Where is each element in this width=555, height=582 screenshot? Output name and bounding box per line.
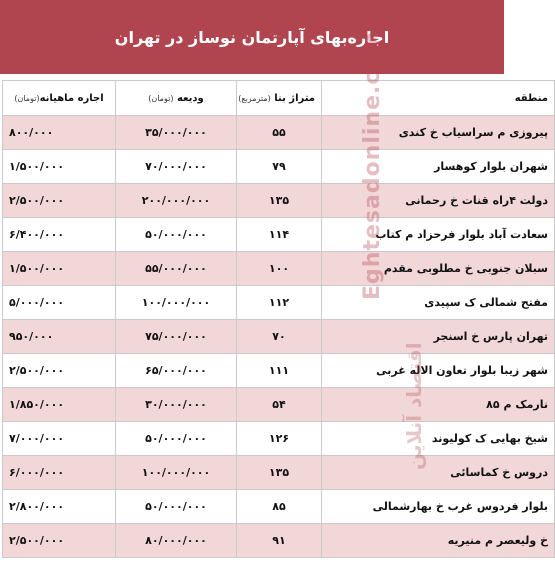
cell-area: ۵۵ <box>237 116 322 150</box>
cell-area: ۱۱۱ <box>237 354 322 388</box>
cell-area: ۷۹ <box>237 150 322 184</box>
page-title: اجاره‌بهای آپارتمان نوساز در تهران <box>114 27 390 47</box>
cell-rent: ۱/۸۵۰/۰۰۰ <box>3 388 116 422</box>
col-region-header: منطقه <box>322 81 555 116</box>
table-row <box>3 150 555 184</box>
cell-region: شهر زیبا بلوار تعاون الاله غربی <box>322 354 555 388</box>
cell-region: شیخ بهایی ک کولیوند <box>322 422 555 456</box>
cell-deposit: ۷۵/۰۰۰/۰۰۰ <box>116 320 237 354</box>
cell-deposit: ۵۰/۰۰۰/۰۰۰ <box>116 490 237 524</box>
cell-deposit: ۵۵/۰۰۰/۰۰۰ <box>116 252 237 286</box>
cell-rent: ۲/۵۰۰/۰۰۰ <box>3 184 116 218</box>
cell-deposit: ۵۰/۰۰۰/۰۰۰ <box>116 218 237 252</box>
table-header-row <box>3 81 555 116</box>
cell-region: بلوار فردوس غرب خ بهارشمالی <box>322 490 555 524</box>
col-deposit-header: ودیعه (تومان) <box>116 81 237 116</box>
cell-area: ۹۱ <box>237 524 322 558</box>
table-row <box>3 524 555 558</box>
title-bar <box>0 0 504 74</box>
cell-rent: ۵/۰۰۰/۰۰۰ <box>3 286 116 320</box>
cell-deposit: ۵۰/۰۰۰/۰۰۰ <box>116 422 237 456</box>
cell-region: سبلان جنوبی خ مطلوبی مقدم <box>322 252 555 286</box>
cell-rent: ۱/۵۰۰/۰۰۰ <box>3 150 116 184</box>
table-row <box>3 184 555 218</box>
watermark-persian: اقتصاد آنلاین <box>402 342 426 470</box>
cell-region: نارمک م ۸۵ <box>322 388 555 422</box>
cell-area: ۷۰ <box>237 320 322 354</box>
cell-rent: ۹۵۰/۰۰۰ <box>3 320 116 354</box>
cell-area: ۱۳۵ <box>237 456 322 490</box>
cell-deposit: ۱۰۰/۰۰۰/۰۰۰ <box>116 456 237 490</box>
cell-area: ۵۴ <box>237 388 322 422</box>
cell-deposit: ۱۰۰/۰۰۰/۰۰۰ <box>116 286 237 320</box>
cell-deposit: ۶۵/۰۰۰/۰۰۰ <box>116 354 237 388</box>
cell-deposit: ۳۰/۰۰۰/۰۰۰ <box>116 388 237 422</box>
cell-region: شهران بلوار کوهسار <box>322 150 555 184</box>
cell-rent: ۶/۰۰۰/۰۰۰ <box>3 456 116 490</box>
cell-region: سعادت آباد بلوار فرحزاد م کتاب <box>322 218 555 252</box>
cell-rent: ۲/۵۰۰/۰۰۰ <box>3 524 116 558</box>
cell-area: ۱۱۲ <box>237 286 322 320</box>
table-row <box>3 252 555 286</box>
rent-table <box>2 80 555 558</box>
cell-area: ۱۰۰ <box>237 252 322 286</box>
cell-region: دولت ۴راه قنات خ رحمانی <box>322 184 555 218</box>
cell-deposit: ۲۰۰/۰۰۰/۰۰۰ <box>116 184 237 218</box>
table-row <box>3 422 555 456</box>
cell-rent: ۱/۵۰۰/۰۰۰ <box>3 252 116 286</box>
table-row <box>3 320 555 354</box>
cell-rent: ۶/۴۰۰/۰۰۰ <box>3 218 116 252</box>
col-rent-header: اجاره ماهیانه(تومان) <box>3 81 116 116</box>
table-row <box>3 218 555 252</box>
cell-area: ۱۱۴ <box>237 218 322 252</box>
cell-region: مفتح شمالی ک سپیدی <box>322 286 555 320</box>
table-row <box>3 354 555 388</box>
cell-rent: ۸۰۰/۰۰۰ <box>3 116 116 150</box>
cell-deposit: ۸۰/۰۰۰/۰۰۰ <box>116 524 237 558</box>
cell-region: خ ولیعصر م منیریه <box>322 524 555 558</box>
table-row <box>3 388 555 422</box>
table-row <box>3 456 555 490</box>
cell-deposit: ۷۰/۰۰۰/۰۰۰ <box>116 150 237 184</box>
cell-region: دروس خ کماسائی <box>322 456 555 490</box>
cell-area: ۸۵ <box>237 490 322 524</box>
cell-area: ۱۳۵ <box>237 184 322 218</box>
cell-region: پیروزی م سراسیاب خ کندی <box>322 116 555 150</box>
cell-rent: ۲/۸۰۰/۰۰۰ <box>3 490 116 524</box>
cell-deposit: ۳۵/۰۰۰/۰۰۰ <box>116 116 237 150</box>
table-row <box>3 286 555 320</box>
cell-rent: ۷/۰۰۰/۰۰۰ <box>3 422 116 456</box>
table-row <box>3 116 555 150</box>
col-area-header: متراژ بنا (مترمربع) <box>237 81 322 116</box>
table-row <box>3 490 555 524</box>
cell-region: تهران پارس خ اسنجر <box>322 320 555 354</box>
watermark-latin: Eghtesadonline.com <box>360 30 385 300</box>
cell-area: ۱۲۶ <box>237 422 322 456</box>
cell-rent: ۲/۵۰۰/۰۰۰ <box>3 354 116 388</box>
